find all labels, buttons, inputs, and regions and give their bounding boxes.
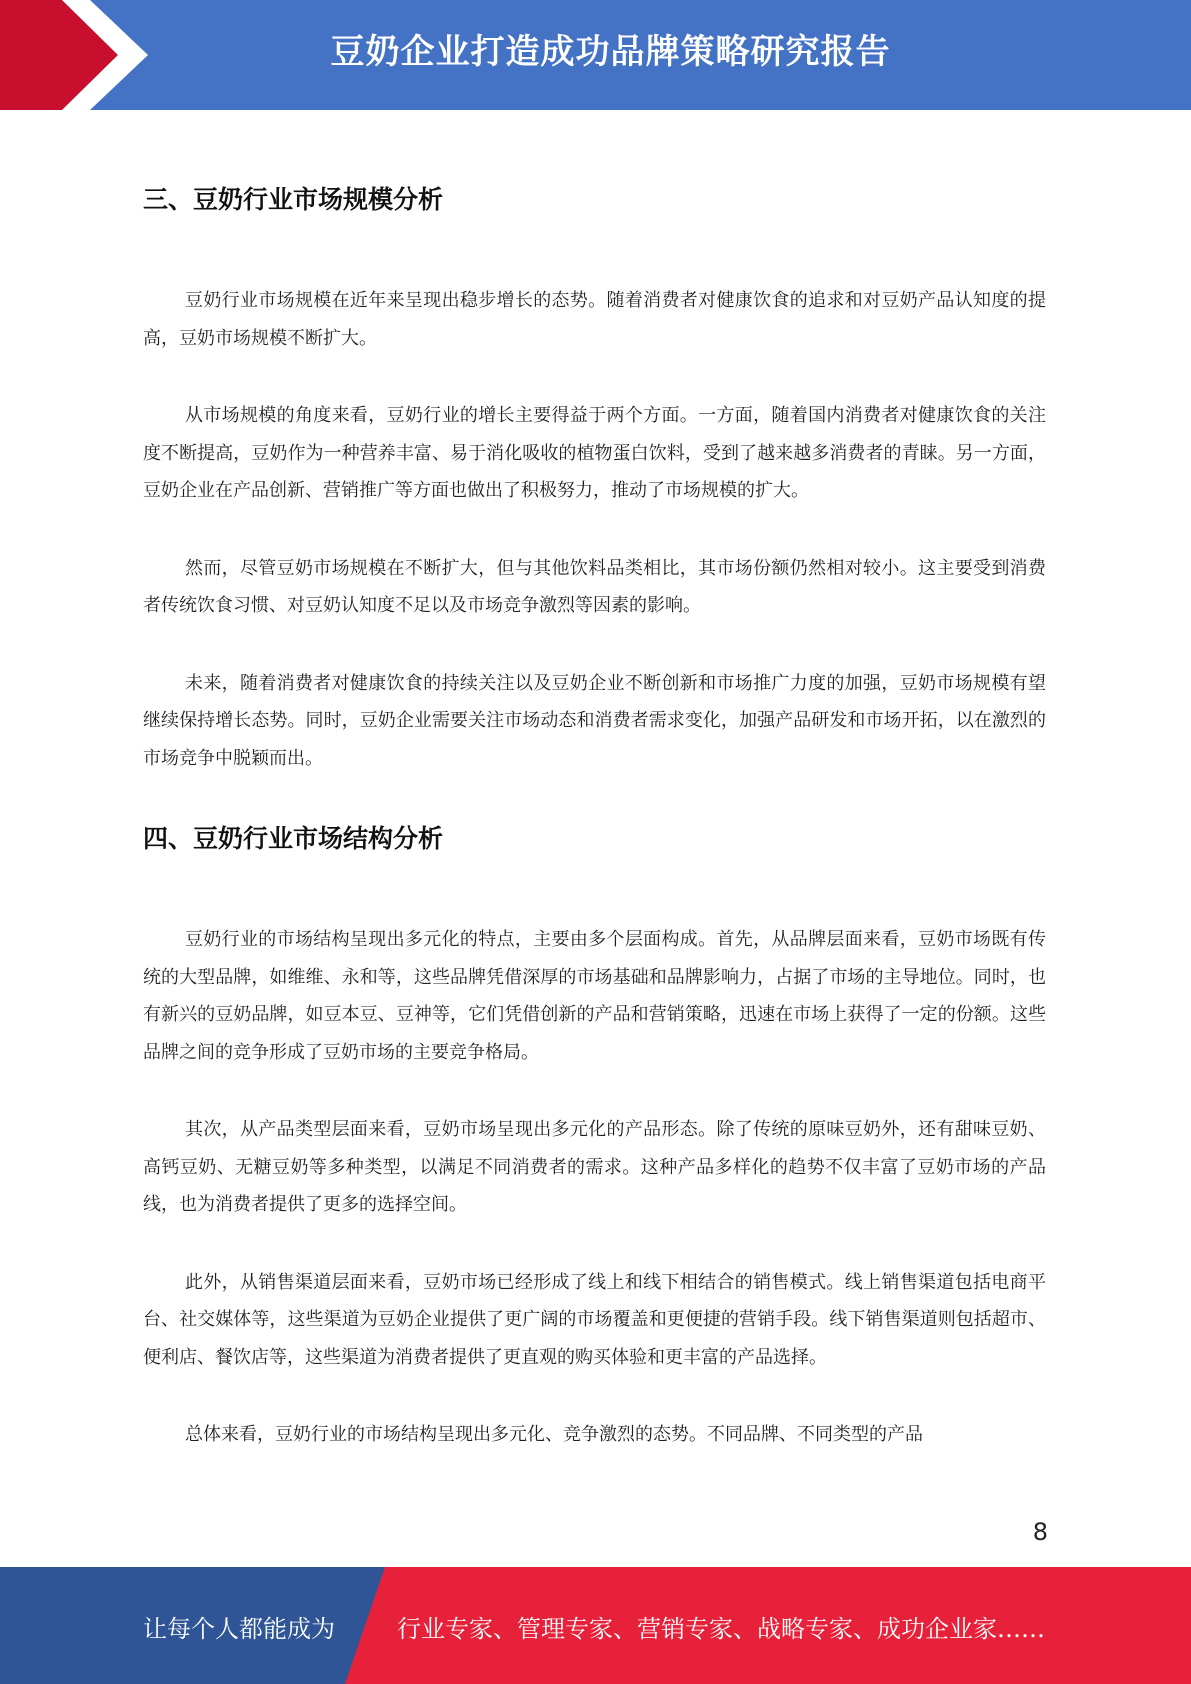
paragraph: 豆奶行业的市场结构呈现出多元化的特点，主要由多个层面构成。首先，从品牌层面来看，豆奶市场既有传统的大型品牌，如维维、永和等，这些品牌凭借深厚的市场基础和品牌影响力，占据了市场的主导地位。同时，也有新兴的豆奶品牌，如豆本豆、豆神等，它们凭借创新的产品和营销策略，迅速在市场上获得了一定的份额。这些品牌之间的竞争形成了豆奶市场的主要竞争格局。 — [143, 929, 1046, 1063]
report-title: 豆奶企业打造成功品牌策略研究报告 — [330, 32, 891, 72]
footer-slogan-left: 让每个人都能成为 — [143, 1615, 335, 1643]
page-content — [143, 170, 1046, 1454]
paragraph: 此外，从销售渠道层面来看，豆奶市场已经形成了线上和线下相结合的销售模式。线上销售渠道包括电商平台、社交媒体等，这些渠道为豆奶企业提供了更广阔的市场覆盖和更便捷的营销手段。线下销售渠道则包括超市、便利店、餐饮店等，这些渠道为消费者提供了更直观的购买体验和更丰富的产品选择。 — [143, 1271, 1046, 1368]
page-header — [0, 0, 1191, 110]
section-heading-market-size: 三、豆奶行业市场规模分析 — [143, 185, 444, 214]
section-heading-market-structure: 四、豆奶行业市场结构分析 — [143, 824, 444, 853]
paragraph: 总体来看，豆奶行业的市场结构呈现出多元化、竞争激烈的态势。不同品牌、不同类型的产品 — [185, 1424, 923, 1445]
paragraph: 从市场规模的角度来看，豆奶行业的增长主要得益于两个方面。一方面，随着国内消费者对健康饮食的关注度不断提高，豆奶作为一种营养丰富、易于消化吸收的植物蛋白饮料，受到了越来越多消费者的青睐。另一方面，豆奶企业在产品创新、营销推广等方面也做出了积极努力，推动了市场规模的扩大。 — [143, 405, 1046, 501]
paragraph: 豆奶行业市场规模在近年来呈现出稳步增长的态势。随着消费者对健康饮食的追求和对豆奶产品认知度的提高，豆奶市场规模不断扩大。 — [143, 290, 1046, 349]
paragraph: 然而，尽管豆奶市场规模在不断扩大，但与其他饮料品类相比，其市场份额仍然相对较小。这主要受到消费者传统饮食习惯、对豆奶认知度不足以及市场竞争激烈等因素的影响。 — [143, 557, 1046, 616]
footer-slogan-right: 行业专家、管理专家、营销专家、战略专家、成功企业家…… — [397, 1615, 1045, 1643]
page-number: 8 — [1032, 1518, 1048, 1546]
paragraph: 其次，从产品类型层面来看，豆奶市场呈现出多元化的产品形态。除了传统的原味豆奶外，还有甜味豆奶、高钙豆奶、无糖豆奶等多种类型，以满足不同消费者的需求。这种产品多样化的趋势不仅丰富了豆奶市场的产品线，也为消费者提供了更多的选择空间。 — [143, 1119, 1046, 1215]
page-footer — [0, 1567, 1191, 1684]
paragraph: 未来，随着消费者对健康饮食的持续关注以及豆奶企业不断创新和市场推广力度的加强，豆奶市场规模有望继续保持增长态势。同时，豆奶企业需要关注市场动态和消费者需求变化，加强产品研发和市场开拓，以在激烈的市场竞争中脱颖而出。 — [143, 672, 1046, 769]
